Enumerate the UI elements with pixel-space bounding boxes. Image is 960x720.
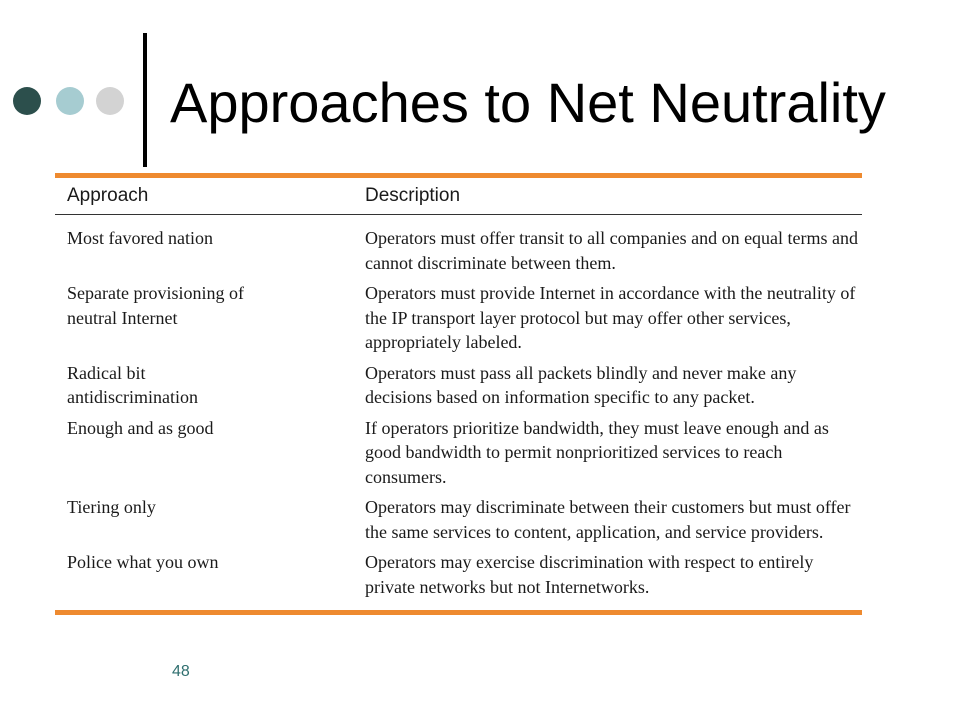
approach-text: Radical bit antidiscrimination [67, 362, 198, 407]
table-row [55, 361, 862, 416]
description-cell: Operators must offer transit to all companies and on equal terms and cannot discriminate between them. [365, 228, 859, 273]
approach-cell [55, 361, 365, 416]
description-cell: Operators may discriminate between their customers but must offer the same services to content, application, and service providers. [365, 497, 851, 542]
title-divider-rule [143, 33, 147, 167]
table-row [55, 495, 862, 550]
table-row [55, 416, 862, 496]
approach-cell: Most favored nation [67, 228, 213, 248]
column-header-description: Description [365, 176, 862, 215]
approach-cell: Police what you own [67, 552, 219, 572]
decorative-dot-gray [96, 87, 124, 115]
description-cell: If operators prioritize bandwidth, they must leave enough and as good bandwidth to permit nonprioritized services to reach consumers. [365, 417, 829, 487]
table-row [55, 550, 862, 613]
approaches-table [55, 173, 862, 615]
table-row [55, 281, 862, 361]
approach-text: Separate provisioning of neutral Internet [67, 283, 244, 328]
table-row [55, 215, 862, 282]
decorative-dot-light-blue [56, 87, 84, 115]
approach-cell: Enough and as good [67, 417, 214, 438]
description-cell: Operators must pass all packets blindly and never make any decisions based on information specific to any packet. [365, 362, 797, 407]
slide-number: 48 [172, 663, 190, 680]
column-header-approach: Approach [55, 176, 365, 215]
approach-cell [55, 281, 365, 361]
table-header-row [55, 176, 862, 215]
slide-title: Approaches to Net Neutrality [170, 71, 886, 134]
approach-cell: Tiering only [67, 497, 156, 517]
description-cell: Operators must provide Internet in accordance with the neutrality of the IP transport layer protocol but may offer other services, appropriately labeled. [365, 283, 856, 352]
decorative-dot-dark [13, 87, 41, 115]
description-cell: Operators may exercise discrimination with respect to entirely private networks but not Internetworks. [365, 552, 814, 597]
